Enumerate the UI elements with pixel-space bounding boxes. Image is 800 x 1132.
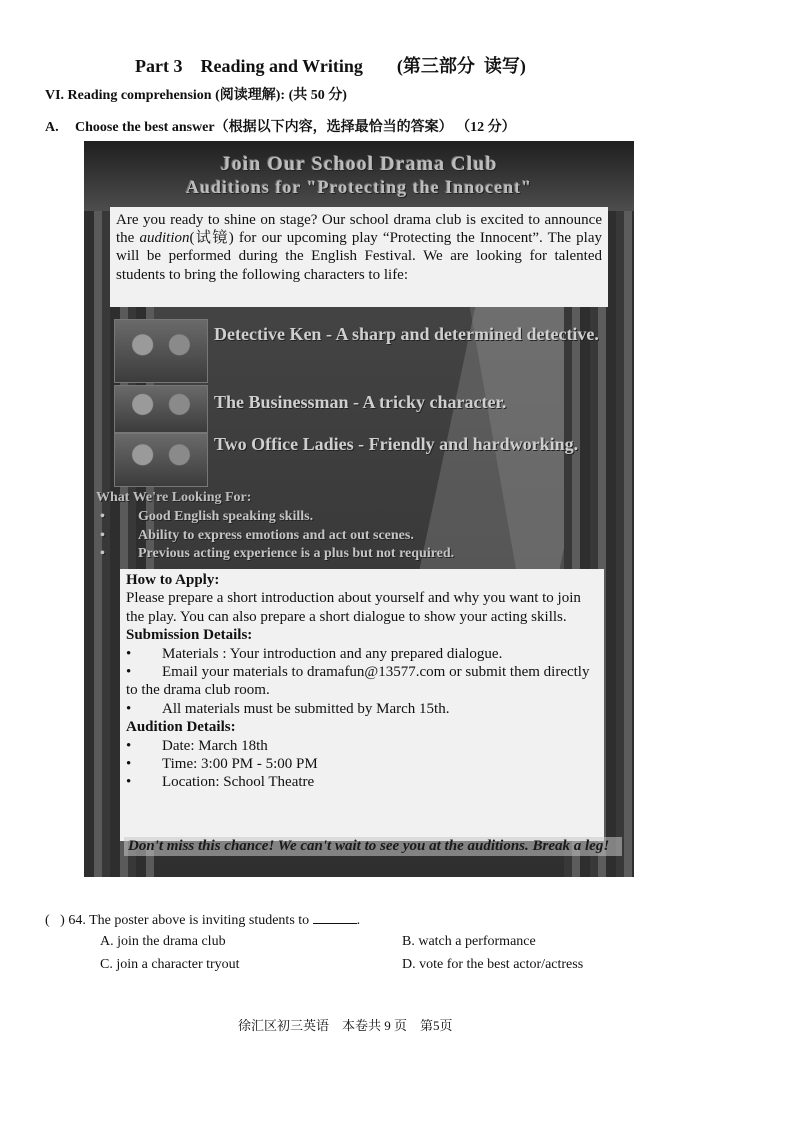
sub-letter: A.: [45, 120, 59, 135]
poster-subtitle: Auditions for "Protecting the Innocent": [185, 177, 533, 197]
how-to-apply-text: Please prepare a short introduction about yourself and why you want to join the play. You can also prepare a short dialogue to show your acting skills.: [126, 590, 581, 625]
question-text: 64. The poster above is inviting students to: [68, 913, 310, 928]
submission-item: Materials : Your introduction and any prepared dialogue.: [162, 645, 503, 662]
audition-heading: Audition Details:: [126, 719, 236, 736]
closing-line: Don't miss this chance! We can't wait to see you at the auditions. Break a leg!: [124, 837, 622, 856]
intro-text: Are you ready to shine on stage? Our school drama club is excited to announce the: [116, 212, 602, 247]
section-title: VI. Reading comprehension (阅读理解): (共 50 分): [45, 88, 347, 103]
part-title: [135, 52, 526, 78]
option-a: A. join the drama club: [100, 934, 226, 949]
bullet: •: [126, 756, 132, 773]
list-item: [126, 773, 598, 791]
bullet: •: [100, 546, 105, 561]
detective-image: [114, 319, 208, 383]
how-to-apply-heading: How to Apply:: [126, 572, 220, 588]
list-item: [126, 755, 598, 773]
intro-text-end: (试镜) for our upcoming play “Protecting the Innocent”. The play will be performed during the English Festival. We are looking for talented students to bring the following characters to life:: [116, 230, 602, 283]
submission-item: Email your materials to dramafun@13577.com or submit them directly to the drama club room.: [126, 664, 590, 699]
list-item: [126, 700, 598, 718]
looking-for-heading: What We're Looking For:: [96, 490, 252, 505]
submission-heading: Submission Details:: [126, 627, 253, 644]
list-item: [100, 509, 454, 528]
looking-item: Previous acting experience is a plus but not required.: [138, 546, 455, 561]
office-ladies-image: [114, 433, 208, 487]
bullet: •: [100, 509, 105, 524]
apply-box: [120, 569, 604, 841]
bullet: •: [126, 774, 132, 791]
character-detective: Detective Ken - A sharp and determined detective.: [214, 324, 599, 344]
character-businessman: The Businessman - A tricky character.: [214, 392, 507, 412]
submission-item: All materials must be submitted by March 15th.: [162, 700, 450, 717]
page-footer: 徐汇区初三英语 本卷共 9 页 第5页: [238, 1018, 453, 1033]
answer-paren: ( ): [45, 913, 65, 928]
option-d: D. vote for the best actor/actress: [402, 957, 584, 972]
businessman-image: [114, 385, 208, 433]
audition-item: Time: 3:00 PM - 5:00 PM: [162, 756, 318, 773]
list-item: [100, 546, 454, 565]
character-office-ladies: Two Office Ladies - Friendly and hardworking.: [214, 434, 579, 454]
bullet: •: [126, 700, 132, 717]
drama-poster: [84, 141, 634, 877]
part-heading-cn: (第三部分 读写): [396, 56, 526, 76]
curtain-valance: [84, 141, 634, 211]
question-end: .: [356, 913, 361, 928]
answer-blank: [313, 911, 357, 924]
looking-item: Ability to express emotions and act out scenes.: [138, 527, 414, 543]
list-item: [126, 737, 598, 755]
audition-item: Date: March 18th: [162, 737, 268, 754]
sub-title: [45, 116, 516, 136]
bullet: •: [126, 664, 132, 681]
option-c: C. join a character tryout: [100, 957, 240, 972]
audition-item: Location: School Theatre: [162, 774, 315, 791]
sub-instruction: Choose the best answer（根据以下内容，选择最恰当的答案） （12 分）: [75, 120, 516, 135]
list-item: [126, 645, 598, 663]
list-item: [100, 528, 454, 547]
bullet: •: [100, 527, 105, 543]
looking-for-list: [100, 509, 454, 565]
intro-italic: audition: [139, 230, 190, 247]
intro-box: [110, 207, 608, 307]
list-item: [126, 663, 598, 700]
question-stem: [45, 911, 360, 929]
looking-item: Good English speaking skills.: [138, 509, 314, 524]
bullet: •: [126, 645, 132, 662]
option-b: B. watch a performance: [402, 934, 536, 949]
poster-title: Join Our School Drama Club: [220, 153, 498, 175]
bullet: •: [126, 737, 132, 754]
part-heading: Part 3 Reading and Writing: [135, 56, 363, 76]
